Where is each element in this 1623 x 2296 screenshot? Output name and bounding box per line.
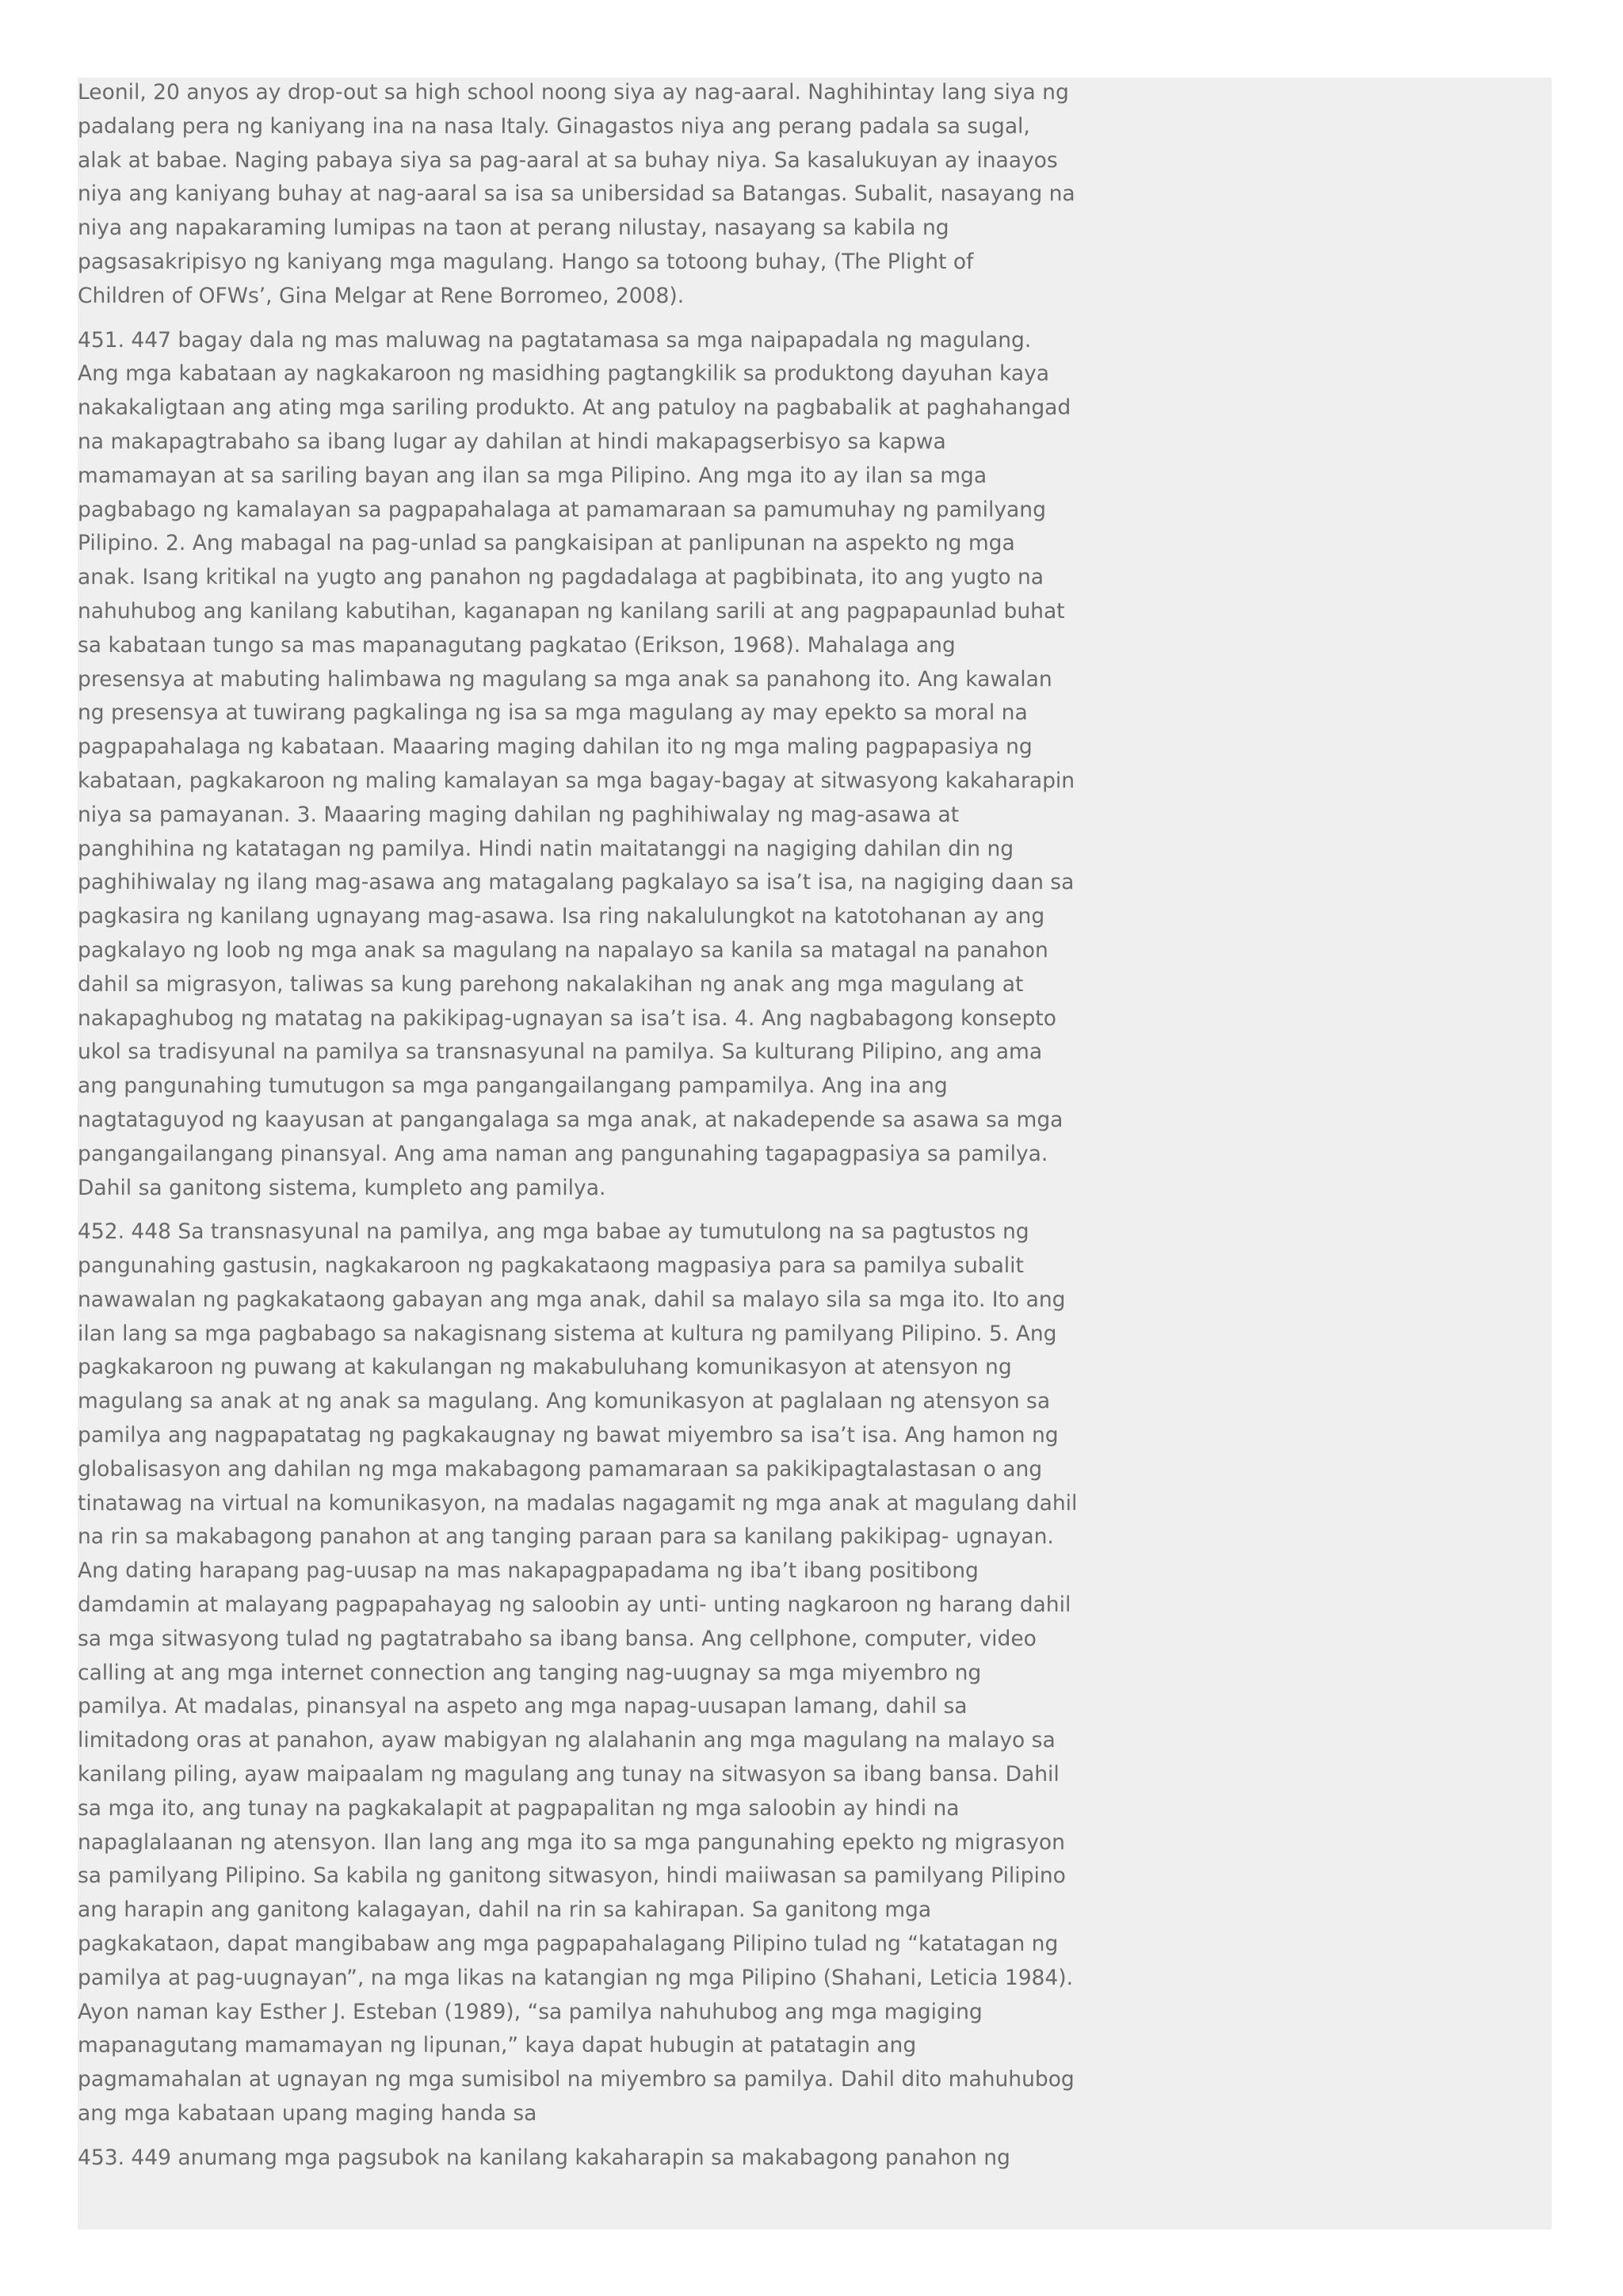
text-line: mamamayan at sa sariling bayan ang ilan sa mga Pilipino. Ang mga ito ay ilan sa mga — [78, 463, 987, 488]
text-line: ang mga kabataan upang maging handa sa — [78, 2101, 537, 2126]
text-line: panghihina ng katatagan ng pamilya. Hindi natin maitatanggi na nagiging dahilan din ng — [78, 836, 1014, 861]
text-line: paghihiwalay ng ilang mag-asawa ang matagalang pagkalayo sa isa’t isa, na nagiging daan sa — [78, 870, 1075, 895]
text-line: padalang pera ng kaniyang ina na nasa Italy. Ginagastos niya ang perang padala sa sugal, — [78, 113, 1030, 139]
text-line: kanilang piling, ayaw maipaalam ng magulang ang tunay na sitwasyon sa ibang bansa. Dahil — [78, 1762, 1060, 1787]
text-line: limitadong oras at panahon, ayaw mabigyan ng alalahanin ang mga magulang na malayo sa — [78, 1728, 1056, 1753]
text-line: Ayon naman kay Esther J. Esteban (1989), “sa pamilya nahuhubog ang mga magiging — [78, 1999, 983, 2024]
text-line: pagsasakripisyo ng kaniyang mga magulang. Hango sa totoong buhay, (The Plight of — [78, 249, 974, 274]
text-line: sa pamilyang Pilipino. Sa kabila ng ganitong sitwasyon, hindi maiiwasan sa pamilyang Pilipino — [78, 1863, 1066, 1889]
text-line: pagpapahalaga ng kabataan. Maaaring maging dahilan ito ng mga maling pagpapasiya ng — [78, 734, 1033, 760]
document-body — [78, 76, 1078, 2176]
text-line: sa kabataan tungo sa mas mapanagutang pagkatao (Erikson, 1968). Mahalaga ang — [78, 632, 956, 658]
text-line: pagkakataon, dapat mangibabaw ang mga pagpapahalagang Pilipino tulad ng “katatagan ng — [78, 1932, 1059, 1957]
text-line: ng presensya at tuwirang pagkalinga ng isa sa mga magulang ay may epekto sa moral na — [78, 700, 1028, 726]
text-line: Pilipino. 2. Ang mabagal na pag-unlad sa pangkaisipan at panlipunan na aspekto ng mga — [78, 531, 1015, 556]
text-line: calling at ang mga internet connection ang tanging nag-uugnay sa mga miyembro ng — [78, 1660, 982, 1685]
text-line: Leonil, 20 anyos ay drop-out sa high school noong siya ay nag-aaral. Naghihintay lang siya ng — [78, 80, 1069, 105]
text-line: napaglalaanan ng atensyon. Ilan lang ang mga ito sa mga pangunahing epekto ng migrasyon — [78, 1829, 1065, 1855]
text-line: sa mga ito, ang tunay na pagkakalapit at pagpapalitan ng mga saloobin ay hindi na — [78, 1795, 960, 1821]
text-line: pangunahing gastusin, nagkakaroon ng pagkakataong magpasiya para sa pamilya subalit — [78, 1253, 1024, 1279]
text-line: globalisasyon ang dahilan ng mga makabagong pamamaraan sa pakikipagtalastasan o ang — [78, 1456, 1043, 1482]
text-line: pagbabago ng kamalayan sa pagpapahalaga at pamamaraan sa pamumuhay ng pamilyang — [78, 497, 1046, 522]
text-line: niya sa pamayanan. 3. Maaaring maging dahilan ng paghihiwalay ng mag-asawa at — [78, 802, 960, 827]
text-line: kabataan, pagkakaroon ng maling kamalayan sa mga bagay-bagay at sitwasyong kakaharapin — [78, 768, 1075, 793]
text-line: Dahil sa ganitong sistema, kumpleto ang pamilya. — [78, 1175, 606, 1200]
text-line: Children of OFWs’, Gina Melgar at Rene Borromeo, 2008). — [78, 283, 685, 308]
text-line: alak at babae. Naging pabaya siya sa pag-aaral at sa buhay niya. Sa kasalukuyan ay inaayos — [78, 147, 1058, 173]
text-line: magulang sa anak at ng anak sa magulang. Ang komunikasyon at paglalaan ng atensyon sa — [78, 1389, 1051, 1414]
text-line: presensya at mabuting halimbawa ng magulang sa mga anak sa panahong ito. Ang kawalan — [78, 666, 1052, 692]
text-line: nawawalan ng pagkakataong gabayan ang mga anak, dahil sa malayo sila sa mga ito. Ito ang — [78, 1287, 1066, 1312]
text-line: nakapaghubog ng matatag na pakikipag-ugnayan sa isa’t isa. 4. Ang nagbabagong konsepto — [78, 1005, 1056, 1031]
paragraph — [78, 324, 1075, 1206]
text-line: dahil sa migrasyon, taliwas sa kung parehong nakalakihan ng anak ang mga magulang at — [78, 971, 1024, 997]
text-line: anak. Isang kritikal na yugto ang panahon ng pagdadalaga at pagbibinata, ito ang yugto na — [78, 565, 1044, 590]
text-line: Ang dating harapang pag-uusap na mas nakapagpapadama ng iba’t ibang positibong — [78, 1558, 979, 1584]
text-line: 451. 447 bagay dala ng mas maluwag na pagtatamasa sa mga naipapadala ng magulang. — [78, 327, 1032, 353]
text-line: pagkalayo ng loob ng mga anak sa magulang na napalayo sa kanila sa matagal na panahon — [78, 937, 1048, 963]
text-line: pamilya at pag-uugnayan”, na mga likas na katangian ng mga Pilipino (Shahani, Leticia 1984). — [78, 1965, 1074, 1990]
text-line: ilan lang sa mga pagbabago sa nakagisnang sistema at kultura ng pamilyang Pilipino. 5. Ang — [78, 1321, 1057, 1346]
text-line: 452. 448 Sa transnasyunal na pamilya, ang mga babae ay tumutulong na sa pagtustos ng — [78, 1219, 1029, 1245]
text-line: na rin sa makabagong panahon at ang tanging paraan para sa kanilang pakikipag- ugnayan. — [78, 1524, 1054, 1550]
text-line: tinatawag na virtual na komunikasyon, na madalas nagagamit ng mga anak at magulang dahil — [78, 1490, 1078, 1516]
text-line: ukol sa tradisyunal na pamilya sa transnasyunal na pamilya. Sa kulturang Pilipino, ang ama — [78, 1039, 1043, 1065]
text-line: pamilya. At madalas, pinansyal na aspeto ang mga napag-uusapan lamang, dahil sa — [78, 1694, 968, 1719]
text-line: mapanagutang mamamayan ng lipunan,” kaya dapat hubugin at patatagin ang — [78, 2033, 917, 2058]
text-line: pagkakaroon ng puwang at kakulangan ng makabuluhang komunikasyon at atensyon ng — [78, 1355, 1012, 1380]
text-line: damdamin at malayang pagpapahayag ng saloobin ay unti- unting nagkaroon ng harang dahil — [78, 1592, 1071, 1618]
text-line: sa mga sitwasyong tulad ng pagtatrabaho sa ibang bansa. Ang cellphone, computer, video — [78, 1626, 1037, 1651]
text-line: pagkasira ng kanilang ugnayang mag-asawa. Isa ring nakalulungkot na katotohanan ay ang — [78, 904, 1045, 929]
paragraph — [78, 76, 1075, 314]
text-line: niya ang napakaraming lumipas na taon at perang nilustay, nasayang sa kabila ng — [78, 215, 949, 241]
text-line: nagtataguyod ng kaayusan at pangangalaga sa mga anak, at nakadepende sa asawa sa mga — [78, 1107, 1064, 1132]
text-line: 453. 449 anumang mga pagsubok na kanilang kakaharapin sa makabagong panahon ng — [78, 2145, 1010, 2170]
text-line: niya ang kaniyang buhay at nag-aaral sa isa sa unibersidad sa Batangas. Subalit, nasayang na — [78, 181, 1075, 207]
text-line: na makapagtrabaho sa ibang lugar ay dahilan at hindi makapagserbisyo sa kapwa — [78, 429, 946, 454]
text-line: pamilya ang nagpapatatag ng pagkakaugnay ng bawat miyembro sa isa’t isa. Ang hamon ng — [78, 1423, 1059, 1448]
paragraph — [78, 1215, 1078, 2131]
text-line: nahuhubog ang kanilang kabutihan, kaganapan ng kanilang sarili at ang pagpapaunlad buhat — [78, 598, 1065, 624]
text-line: pangangailangang pinansyal. Ang ama naman ang pangunahing tagapagpasiya sa pamilya. — [78, 1141, 1048, 1166]
text-line: ang pangunahing tumutugon sa mga pangangailangang pampamilya. Ang ina ang — [78, 1074, 948, 1099]
text-line: nakakaligtaan ang ating mga sariling produkto. At ang patuloy na pagbabalik at paghahangad — [78, 395, 1071, 421]
text-line: pagmamahalan at ugnayan ng mga sumisibol na miyembro sa pamilya. Dahil dito mahuhubog — [78, 2067, 1075, 2092]
text-line: ang harapin ang ganitong kalagayan, dahil na rin sa kahirapan. Sa ganitong mga — [78, 1897, 932, 1923]
paragraph — [78, 2142, 1064, 2176]
text-line: Ang mga kabataan ay nagkakaroon ng masidhing pagtangkilik sa produktong dayuhan kaya — [78, 361, 1050, 387]
